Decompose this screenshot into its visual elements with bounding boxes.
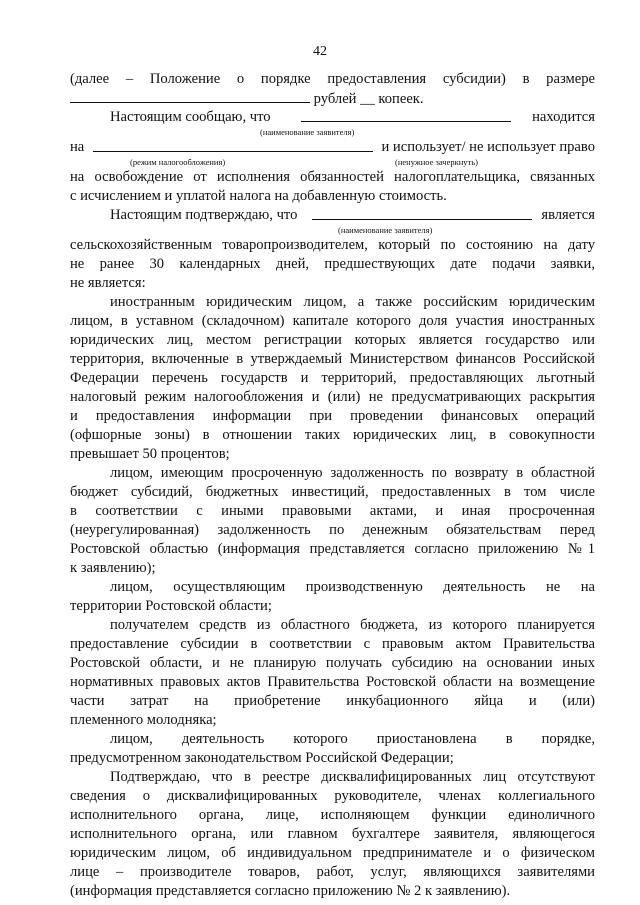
- text-line: на и использует/ не использует право: [70, 139, 595, 155]
- text-line: (неурегулированная) задолженность по денежным обязательствам перед: [70, 522, 595, 538]
- text-line: племенного молодняка;: [70, 712, 217, 728]
- text-line: не ранее 30 календарных дней, предшествующих дате подачи заявки,: [70, 256, 595, 272]
- caption: (наименование заявителя): [338, 225, 433, 235]
- text-line: рублей __ копеек.: [70, 89, 595, 108]
- text-line: получателем средств из областного бюджета, из которого планируется: [110, 617, 595, 633]
- text-line: исполнительного органа, лице, исполняющем функции единоличного: [70, 807, 595, 823]
- text-line: и предоставления информации при проведении финансовых операций: [70, 408, 595, 424]
- text-line: предусмотренном законодательством Российской Федерации;: [70, 750, 454, 766]
- text-line: к заявлению);: [70, 560, 156, 576]
- caption-line: [70, 225, 595, 236]
- text-line: (далее – Положение о порядке предоставления субсидии) в размере: [70, 71, 595, 87]
- text-line: превышает 50 процентов;: [70, 446, 230, 462]
- text-line: в соответствии с иными правовыми актами, и иная просроченная: [70, 503, 595, 519]
- caption: (наименование заявителя): [260, 127, 355, 137]
- amount-blank: [70, 89, 310, 103]
- caption: (ненужное зачеркнуть): [395, 157, 478, 167]
- document-body: [70, 70, 595, 901]
- text-line: предоставление субсидии в соответствии с правовым актом Правительства: [70, 636, 595, 652]
- text-line: не является:: [70, 275, 146, 291]
- page-number: 42: [313, 44, 327, 59]
- text-line: лицом, деятельность которого приостановлена в порядке,: [110, 731, 595, 747]
- caption: (режим налогообложения): [130, 157, 226, 167]
- text-line: с исчислением и уплатой налога на добавленную стоимость.: [70, 188, 447, 204]
- text-line: юридических лиц, местом регистрации которых является государство или: [70, 332, 595, 348]
- text-line: иностранным юридическим лицом, а также российским юридическим: [110, 294, 595, 310]
- caption-line: [70, 157, 595, 168]
- text-line: Настоящим подтверждаю, что является: [110, 207, 595, 223]
- text-line: нормативных правовых актов Правительства Ростовской области на возмещение: [70, 674, 595, 690]
- text-line: территория, включенные в утверждаемый Министерством финансов Российской: [70, 351, 595, 367]
- text-line: налоговый режим налогообложения и (или) не предусматривающих раскрытия: [70, 389, 595, 405]
- text-line: лицом, в уставном (складочном) капитале которого доля участия иностранных: [70, 313, 595, 329]
- tax-regime-blank: [93, 138, 373, 152]
- text-line: территории Ростовской области;: [70, 598, 272, 614]
- text-line: Настоящим сообщаю, что находится: [110, 109, 595, 125]
- text-line: Ростовской областью (информация представляется согласно приложению №1: [70, 541, 595, 557]
- applicant-name-blank: [301, 108, 511, 122]
- text-line: сельскохозяйственным товаропроизводителем, который по состоянию на дату: [70, 237, 595, 253]
- text-line: сведения о дисквалифицированных руководителе, членах коллегиального: [70, 788, 595, 804]
- text-line: (информация представляется согласно приложению № 2 к заявлению).: [70, 883, 511, 899]
- text-line: Подтверждаю, что в реестре дисквалифицированных лиц отсутствуют: [110, 769, 595, 785]
- text-line: юридическим лицом, об индивидуальном предпринимателе и о физическом: [70, 845, 595, 861]
- text-line: Ростовской области, и не планирую получать субсидию на основании иных: [70, 655, 595, 671]
- text-line: на освобождение от исполнения обязанностей налогоплательщика, связанных: [70, 169, 595, 185]
- text-line: лицом, осуществляющим производственную деятельность не на: [110, 579, 595, 595]
- text-line: бюджет субсидий, бюджетных инвестиций, предоставленных в том числе: [70, 484, 595, 500]
- text-line: исполнительного органа, или главном бухгалтере заявителя, являющегося: [70, 826, 595, 842]
- text-line: Федерации перечень государств и территорий, предоставляющих льготный: [70, 370, 595, 386]
- applicant-name-blank: [312, 206, 532, 220]
- caption-line: [70, 127, 595, 138]
- text-line: лице – производителе товаров, работ, услуг, являющихся заявителями: [70, 864, 595, 880]
- text-line: лицом, имеющим просроченную задолженность по возврату в областной: [110, 465, 595, 481]
- text-line: части затрат на приобретение инкубационного яйца и (или): [70, 693, 595, 709]
- text-line: (офшорные зоны) в отношении таких юридических лиц, в совокупности: [70, 427, 595, 443]
